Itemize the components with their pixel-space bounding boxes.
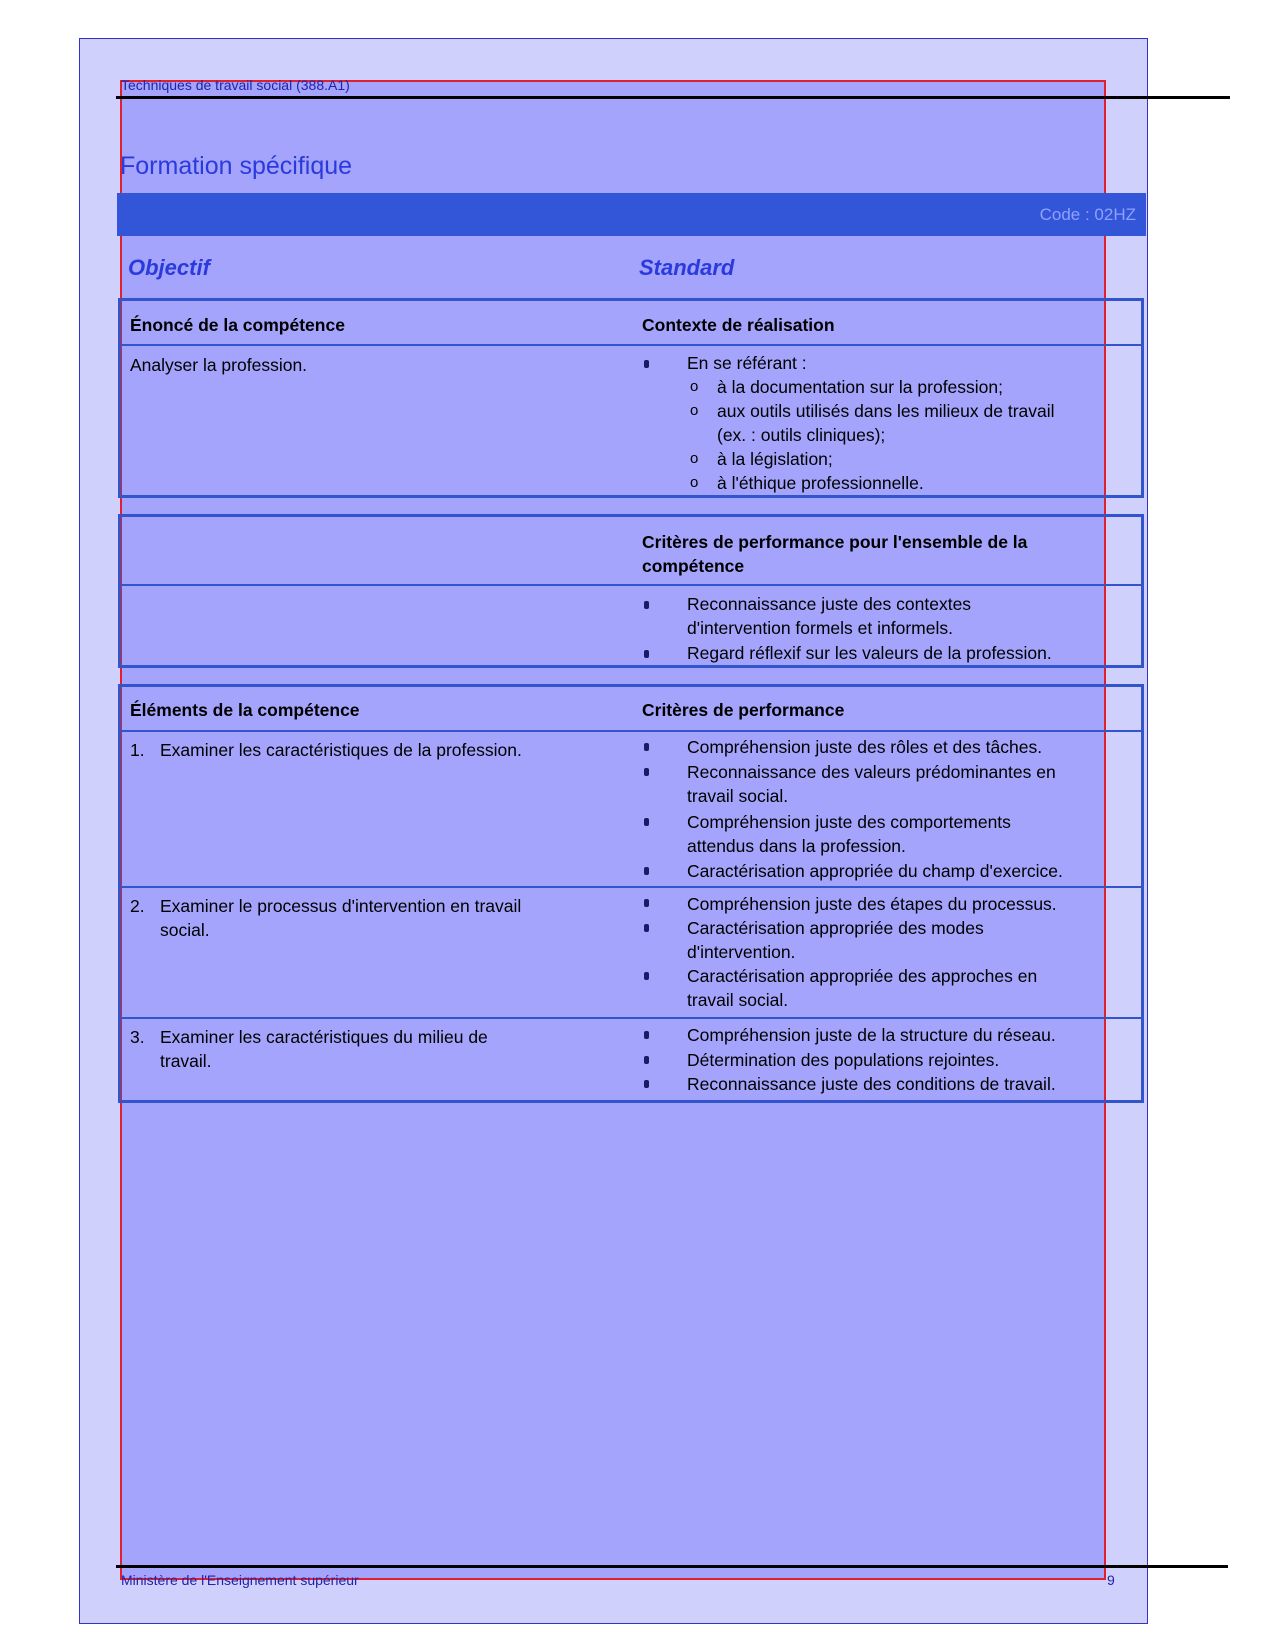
statement-heading: Énoncé de la compétence	[130, 315, 345, 335]
criterion: Détermination des populations rejointes.	[687, 1050, 1000, 1070]
element-number: 3.	[130, 1027, 145, 1047]
criterion: Reconnaissance juste des contextes	[687, 594, 972, 614]
code-label: Code : 02HZ	[1039, 205, 1136, 224]
element-text: Examiner les caractéristiques du milieu de	[160, 1027, 488, 1047]
bullet	[644, 360, 649, 368]
divider	[121, 730, 1141, 732]
global-criteria-box	[118, 514, 1144, 668]
element-text: social.	[160, 920, 210, 940]
element-text: Examiner les caractéristiques de la profession.	[160, 740, 522, 760]
bullet	[644, 972, 649, 980]
statement-text: Analyser la profession.	[130, 355, 308, 375]
context-item: aux outils utilisés dans les milieux de travail	[717, 401, 1055, 421]
element-number: 1.	[130, 740, 145, 760]
divider	[121, 886, 1141, 888]
bullet	[644, 1080, 649, 1088]
criterion: Caractérisation appropriée des modes	[687, 918, 984, 938]
criterion: Compréhension juste des rôles et des tâches.	[687, 737, 1043, 757]
circle-bullet: o	[690, 378, 699, 395]
context-item: à l'éthique professionnelle.	[717, 473, 924, 493]
running-header: Techniques de travail social (388.A1)	[121, 77, 350, 93]
elements-heading: Éléments de la compétence	[130, 700, 360, 720]
context-item: à la législation;	[717, 449, 833, 469]
context-item: à la documentation sur la profession;	[717, 377, 1003, 397]
running-footer: Ministère de l'Enseignement supérieur	[121, 1572, 359, 1588]
bullet	[644, 924, 649, 932]
criterion: Reconnaissance des valeurs prédominantes en	[687, 762, 1056, 782]
element-number: 2.	[130, 896, 145, 916]
criterion: Compréhension juste des étapes du processus.	[687, 894, 1057, 914]
criterion: d'intervention.	[687, 942, 796, 962]
bullet	[644, 899, 649, 907]
criterion: Compréhension juste des comportements	[687, 812, 1011, 832]
global-criteria-heading: Critères de performance pour l'ensemble de la	[642, 532, 1028, 552]
header-rule	[116, 96, 1230, 99]
standard-heading: Standard	[639, 255, 735, 280]
element-text: travail.	[160, 1051, 212, 1071]
bullet	[644, 867, 649, 875]
bullet	[644, 1031, 649, 1039]
divider	[121, 1017, 1141, 1019]
criterion: d'intervention formels et informels.	[687, 618, 953, 638]
bullet	[644, 818, 649, 826]
context-heading: Contexte de réalisation	[642, 315, 835, 335]
elements-box	[118, 684, 1144, 1103]
divider	[121, 584, 1141, 586]
divider	[121, 344, 1141, 346]
page-number: 9	[1107, 1572, 1115, 1588]
footer-rule	[116, 1565, 1228, 1568]
criterion: travail social.	[687, 786, 789, 806]
criterion: travail social.	[687, 990, 789, 1010]
code-bar	[117, 193, 1146, 236]
circle-bullet: o	[690, 474, 699, 491]
criterion: Caractérisation appropriée des approches en	[687, 966, 1038, 986]
bullet	[644, 1056, 649, 1064]
circle-bullet: o	[690, 402, 699, 419]
criterion: Compréhension juste de la structure du réseau.	[687, 1025, 1056, 1045]
criterion: Regard réflexif sur les valeurs de la profession.	[687, 643, 1052, 663]
element-text: Examiner le processus d'intervention en travail	[160, 896, 522, 916]
criterion: Reconnaissance juste des conditions de travail.	[687, 1074, 1056, 1094]
context-item: (ex. : outils cliniques);	[717, 425, 886, 445]
circle-bullet: o	[690, 450, 699, 467]
global-criteria-heading: compétence	[642, 556, 745, 576]
context-intro: En se référant :	[687, 353, 807, 373]
section-title: Formation spécifique	[120, 152, 353, 180]
bullet	[644, 601, 649, 609]
criteria-heading: Critères de performance	[642, 700, 845, 720]
criterion: attendus dans la profession.	[687, 836, 906, 856]
objective-heading: Objectif	[128, 255, 210, 280]
criterion: Caractérisation appropriée du champ d'exercice.	[687, 861, 1063, 881]
bullet	[644, 768, 649, 776]
bullet	[644, 650, 649, 658]
bullet	[644, 743, 649, 751]
statement-box	[118, 298, 1144, 498]
